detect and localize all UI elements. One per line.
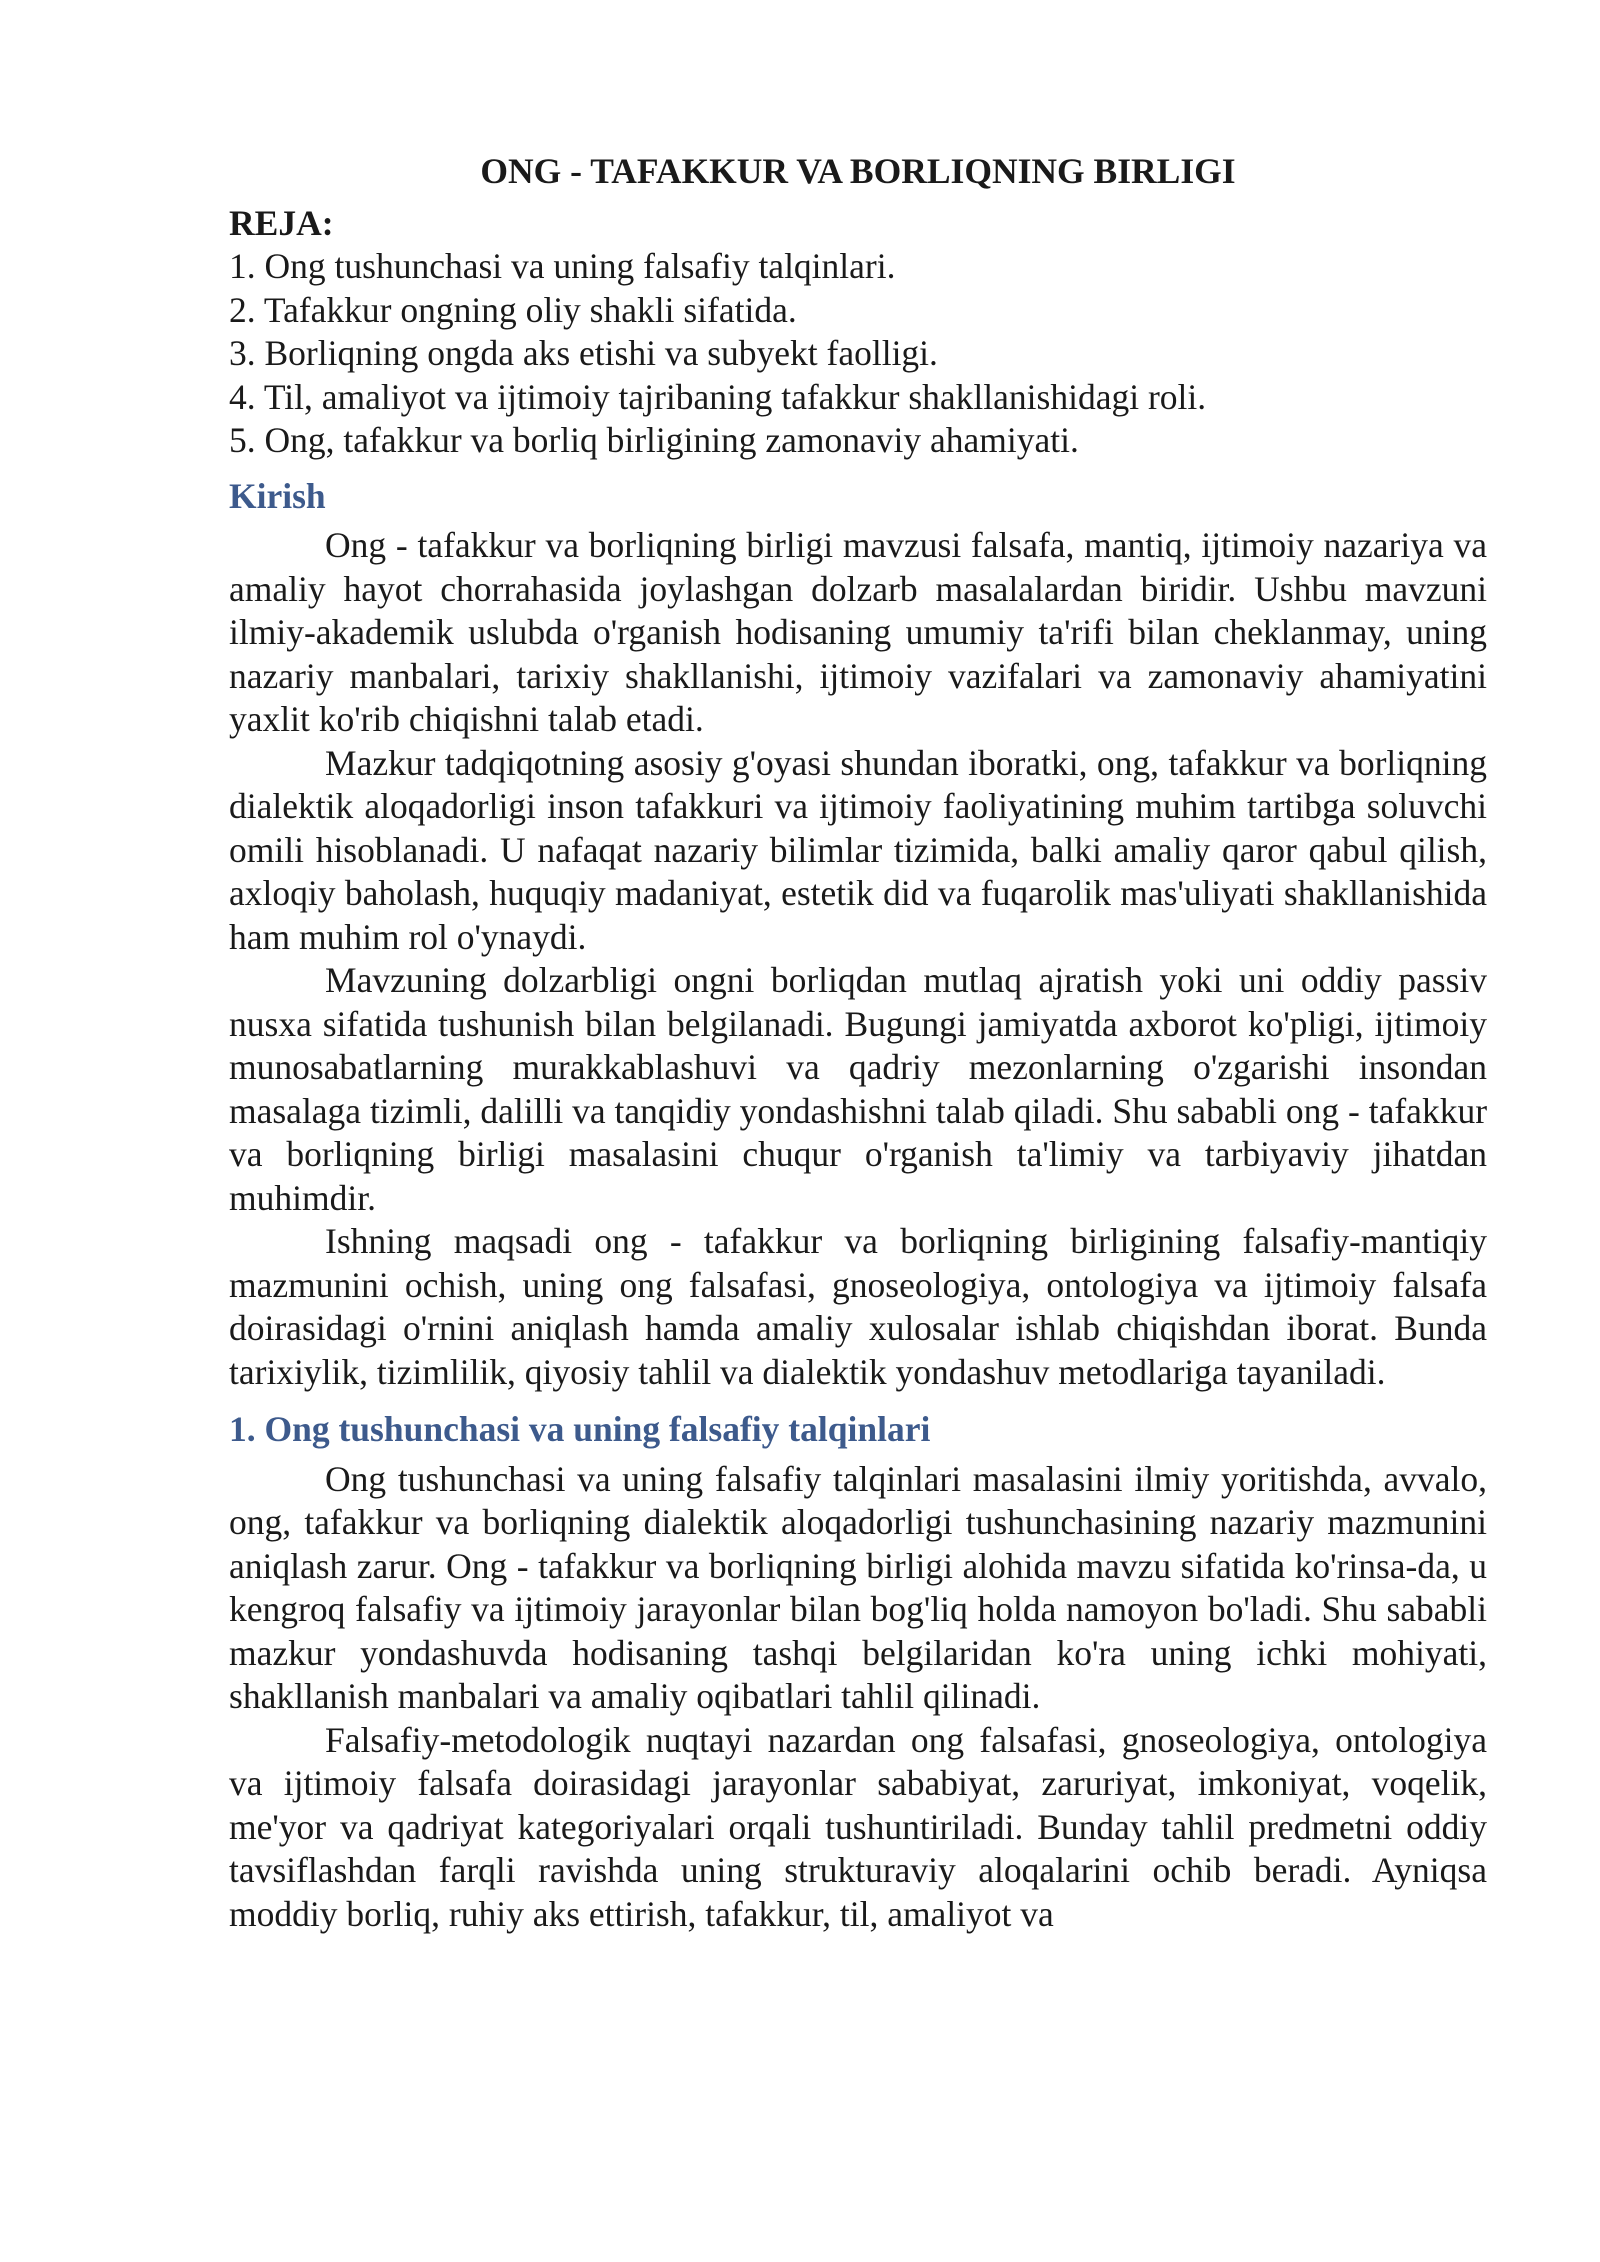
plan-list <box>229 245 1487 463</box>
section-1-paragraph: Ong tushunchasi va uning falsafiy talqinlari masalasini ilmiy yoritishda, avvalo, ong, tafakkur va borliqning dialektik aloqadorligi tushunchasining nazariy mazmunini aniqlash zarur. Ong - tafakkur va borliqning birligi alohida mavzu sifatida ko'rinsa-da, u kengroq falsafiy va ijtimoiy jarayonlar bilan bog'liq holda namoyon bo'ladi. Shu sababli mazkur yondashuvda hodisaning tashqi belgilaridan ko'ra uning ichki mohiyati, shakllanish manbalari va amaliy oqibatlari tahlil qilinadi. <box>229 1458 1487 1716</box>
intro-paragraph: Mazkur tadqiqotning asosiy g'oyasi shundan iboratki, ong, tafakkur va borliqning dialektik aloqadorligi inson tafakkuri va ijtimoiy faoliyatining muhim tartibga soluvchi omili hisoblanadi. U nafaqat nazariy bilimlar tizimida, balki amaliy qaror qabul qilish, axloqiy baholash, huquqiy madaniyat, estetik did va fuqarolik mas'uliyati shakllanishida ham muhim rol o'ynaydi. <box>229 742 1487 957</box>
intro-paragraph: Mavzuning dolzarbligi ongni borliqdan mutlaq ajratish yoki uni oddiy passiv nusxa sifatida tushunish bilan belgilanadi. Bugungi jamiyatda axborot ko'pligi, ijtimoiy munosabatlarning murakkablashuvi va qadriy mezonlarning o'zgarishi insondan masalaga tizimli, dalilli va tanqidiy yondashishni talab qiladi. Shu sababli ong - tafakkur va borliqning birligi masalasini chuqur o'rganish ta'limiy va tarbiyaviy jihatdan muhimdir. <box>229 960 1488 1218</box>
plan-item: 2. Tafakkur ongning oliy shakli sifatida. <box>229 289 797 330</box>
intro-paragraph: Ong - tafakkur va borliqning birligi mavzusi falsafa, mantiq, ijtimoiy nazariya va amaliy hayot chorrahasida joylashgan dolzarb masalalardan biridir. Ushbu mavzuni ilmiy-akademik uslubda o'rganish hodisaning umumiy ta'rifi bilan cheklanmay, uning nazariy manbalari, tarixiy shakllanishi, ijtimoiy vazifalari va zamonaviy ahamiyatini yaxlit ko'rib chiqishni talab etadi. <box>229 525 1487 739</box>
plan-heading: REJA: <box>229 202 334 243</box>
document-title: ONG - TAFAKKUR VA BORLIQNING BIRLIGI <box>480 151 1236 191</box>
plan-item: 4. Til, amaliyot va ijtimoiy tajribaning tafakkur shakllanishidagi roli. <box>229 376 1207 417</box>
plan-item: 5. Ong, tafakkur va borliq birligining zamonaviy ahamiyati. <box>229 420 1079 460</box>
intro-heading: Kirish <box>229 475 326 516</box>
intro-paragraph: Ishning maqsadi ong - tafakkur va borliqning birligining falsafiy-mantiqiy mazmunini ochish, uning ong falsafasi, gnoseologiya, ontologiya va ijtimoiy falsafa doirasidagi o'rnini aniqlash hamda amaliy xulosalar ishlab chiqishdan iborat. Bunda tarixiylik, tizimlilik, qiyosiy tahlil va dialektik yondashuv metodlariga tayaniladi. <box>229 1221 1487 1392</box>
plan-item: 1. Ong tushunchasi va uning falsafiy talqinlari. <box>229 246 896 286</box>
plan-item: 3. Borliqning ongda aks etishi va subyekt faolligi. <box>229 333 938 373</box>
section-1-heading: 1. Ong tushunchasi va uning falsafiy talqinlari <box>229 1409 931 1449</box>
document-page <box>229 150 1487 1936</box>
section-1-paragraph: Falsafiy-metodologik nuqtayi nazardan ong falsafasi, gnoseologiya, ontologiya va ijtimoiy falsafa doirasidagi jarayonlar sababiyat, zaruriyat, imkoniyat, voqelik, me'yor va qadriyat kategoriyalari orqali tushuntiriladi. Bunday tahlil predmetni oddiy tavsiflashdan farqli ravishda uning strukturaviy aloqalarini ochib beradi. Ayniqsa moddiy borliq, ruhiy aks ettirish, tafakkur, til, amaliyot va <box>229 1719 1487 1934</box>
